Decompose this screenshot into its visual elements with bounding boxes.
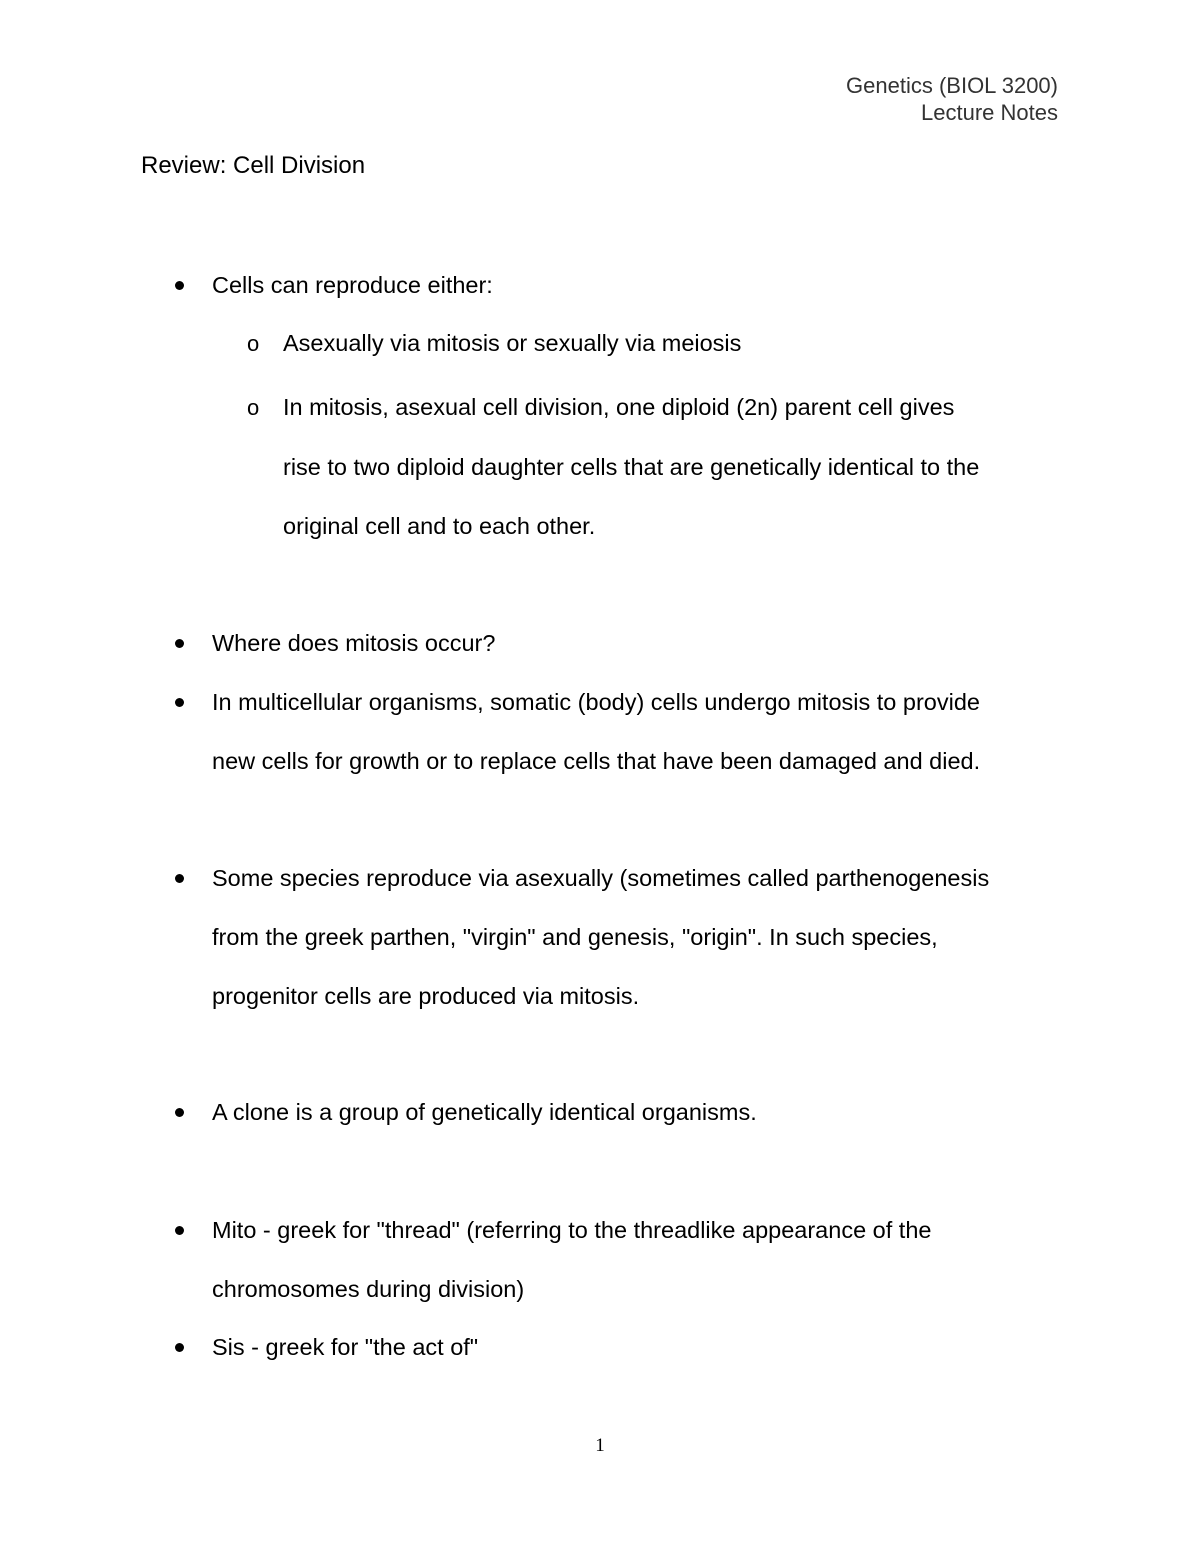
- sub-bullet-text: rise to two diploid daughter cells that are genetically identical to the: [283, 454, 980, 480]
- bullet-text: Cells can reproduce either:: [212, 272, 493, 298]
- bullet-text: new cells for growth or to replace cells that have been damaged and died.: [212, 748, 981, 774]
- page-title: Review: Cell Division: [141, 152, 366, 179]
- sub-bullet-marker: o: [247, 331, 260, 356]
- page-number: 1: [595, 1435, 605, 1456]
- document-type: Lecture Notes: [921, 100, 1058, 125]
- bullet-text: from the greek parthen, "virgin" and genesis, "origin". In such species,: [212, 924, 938, 950]
- bullet-text: Some species reproduce via asexually (sometimes called parthenogenesis: [212, 865, 990, 891]
- sub-bullet-marker: o: [247, 395, 260, 420]
- bullet-text: In multicellular organisms, somatic (body) cells undergo mitosis to provide: [212, 689, 980, 715]
- bullet-marker: [175, 1343, 184, 1352]
- sub-bullet-text: In mitosis, asexual cell division, one diploid (2n) parent cell gives: [283, 394, 955, 420]
- bullet-text: Where does mitosis occur?: [212, 630, 496, 656]
- sub-bullet-text: original cell and to each other.: [283, 513, 596, 539]
- bullet-marker: [175, 1108, 184, 1117]
- bullet-text: Sis - greek for "the act of": [212, 1334, 479, 1360]
- bullet-marker: [175, 281, 184, 290]
- bullet-text: progenitor cells are produced via mitosis.: [212, 983, 640, 1009]
- document-header: [846, 72, 1058, 126]
- bullet-marker: [175, 874, 184, 883]
- course-name: Genetics (BIOL 3200): [846, 73, 1058, 98]
- bullet-marker: [175, 1226, 184, 1235]
- bullet-text: chromosomes during division): [212, 1276, 525, 1302]
- bullet-text: A clone is a group of genetically identical organisms.: [212, 1099, 757, 1125]
- bullet-marker: [175, 698, 184, 707]
- bullet-marker: [175, 639, 184, 648]
- bullet-text: Mito - greek for "thread" (referring to the threadlike appearance of the: [212, 1217, 932, 1243]
- sub-bullet-text: Asexually via mitosis or sexually via meiosis: [283, 330, 742, 356]
